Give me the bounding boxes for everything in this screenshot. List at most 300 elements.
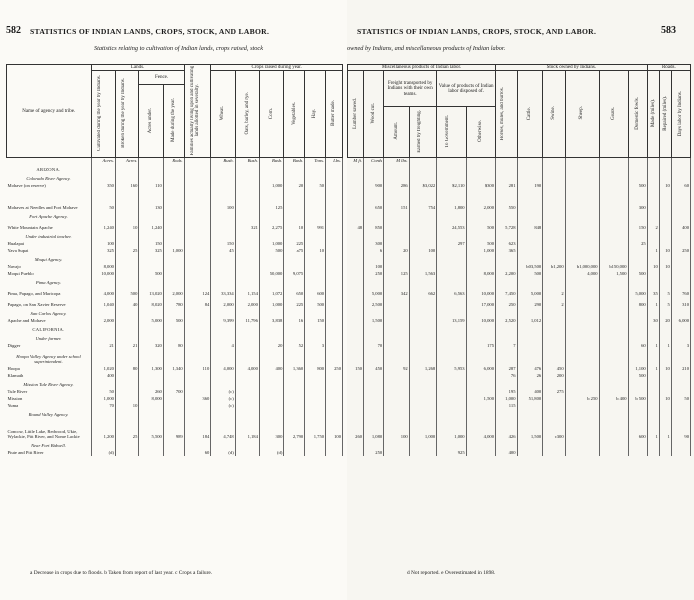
data-cell: 5	[659, 286, 671, 297]
data-cell	[326, 342, 343, 349]
header-fence: Fence.	[139, 71, 184, 85]
left-table-body	[7, 158, 343, 456]
data-cell: 500	[628, 182, 647, 189]
empty-cell	[235, 333, 259, 342]
table-row	[7, 379, 343, 388]
data-cell: 1,154	[235, 286, 259, 297]
data-cell: 1,500	[517, 418, 543, 440]
data-cell: 5,000	[517, 286, 543, 297]
empty-cell	[409, 164, 437, 173]
data-cell: 115	[496, 402, 518, 409]
empty-cell	[259, 409, 283, 418]
empty-cell	[409, 211, 437, 220]
empty-cell	[305, 324, 326, 333]
table-row	[7, 254, 343, 263]
data-cell	[628, 317, 647, 324]
empty-cell	[496, 173, 518, 182]
empty-cell	[326, 211, 343, 220]
header-vegetables: Vegetables.	[284, 71, 305, 158]
data-cell	[599, 388, 628, 395]
data-cell: 110	[184, 365, 211, 372]
empty-cell	[647, 409, 659, 418]
empty-cell	[284, 333, 305, 342]
data-cell: 500	[259, 247, 283, 254]
row-name: Tule River	[7, 388, 92, 395]
data-cell: 9,399	[211, 317, 235, 324]
empty-cell	[211, 324, 235, 333]
data-cell: 4,000	[91, 286, 115, 297]
header-cattle: Cattle.	[517, 71, 543, 158]
empty-cell	[466, 349, 495, 365]
data-cell	[163, 395, 184, 402]
empty-cell	[305, 440, 326, 449]
table-row	[348, 365, 691, 372]
right-running-head: STATISTICS OF INDIAN LANDS, CROPS, STOCK, AND LABOR.	[357, 27, 597, 36]
data-cell	[409, 402, 437, 409]
data-cell: 5,953	[437, 365, 466, 372]
table-row	[348, 270, 691, 277]
empty-cell	[139, 349, 163, 365]
table-row	[348, 263, 691, 270]
data-cell: 500	[139, 270, 163, 277]
empty-cell	[384, 173, 409, 182]
data-cell: 3	[305, 342, 326, 349]
data-cell	[517, 189, 543, 211]
table-row	[7, 333, 343, 342]
data-cell: 150	[305, 317, 326, 324]
empty-cell	[115, 164, 138, 173]
data-cell: 2,275	[259, 220, 283, 231]
empty-cell	[599, 349, 628, 365]
empty-cell	[305, 333, 326, 342]
data-cell	[543, 342, 565, 349]
data-cell: (c)	[211, 395, 235, 402]
data-cell	[659, 449, 671, 456]
empty-cell	[211, 164, 235, 173]
data-cell: 45	[211, 247, 235, 254]
data-cell	[184, 189, 211, 211]
data-cell	[628, 263, 647, 270]
data-cell	[348, 182, 364, 189]
empty-cell	[184, 211, 211, 220]
empty-cell	[659, 324, 671, 333]
table-row	[348, 449, 691, 456]
empty-cell	[384, 164, 409, 173]
data-cell	[466, 402, 495, 409]
empty-cell	[496, 333, 518, 342]
empty-cell	[211, 211, 235, 220]
table-row	[348, 164, 691, 173]
empty-cell	[599, 211, 628, 220]
table-row	[348, 182, 691, 189]
data-cell: 33,334	[211, 286, 235, 297]
data-cell: 100	[364, 263, 384, 270]
empty-cell	[647, 231, 659, 240]
table-row	[7, 182, 343, 189]
data-cell: 650	[284, 286, 305, 297]
data-cell: 25	[115, 418, 138, 440]
unit-cell: Bush.	[259, 158, 283, 164]
empty-cell	[139, 440, 163, 449]
data-cell: 426	[496, 418, 518, 440]
empty-cell	[671, 379, 690, 388]
data-cell	[565, 247, 599, 254]
empty-cell	[659, 254, 671, 263]
empty-cell	[284, 277, 305, 286]
header-families: Families actually living upon and cultivating lands allotted in severalty.	[184, 65, 211, 158]
header-wheat: Wheat.	[211, 71, 235, 158]
data-cell	[211, 263, 235, 270]
empty-cell	[211, 333, 235, 342]
empty-cell	[184, 379, 211, 388]
data-cell: 300	[259, 418, 283, 440]
empty-cell	[437, 211, 466, 220]
empty-cell	[364, 440, 384, 449]
empty-cell	[184, 333, 211, 342]
empty-cell	[659, 173, 671, 182]
section-heading: Round Valley Agency.	[7, 409, 92, 418]
section-heading: Colorado River Agency.	[7, 173, 92, 182]
data-cell	[599, 402, 628, 409]
data-cell	[235, 449, 259, 456]
data-cell	[115, 317, 138, 324]
data-cell: (d)	[211, 449, 235, 456]
empty-cell	[284, 173, 305, 182]
header-sheep: Sheep.	[565, 71, 599, 158]
empty-cell	[409, 173, 437, 182]
data-cell: 6,563	[437, 286, 466, 297]
data-cell: 10	[115, 402, 138, 409]
data-cell	[235, 402, 259, 409]
empty-cell	[91, 231, 115, 240]
right-footnote: d Not reported. e Overestimated in 1898.	[407, 570, 496, 576]
data-cell	[184, 220, 211, 231]
data-cell: 130	[139, 189, 163, 211]
data-cell	[437, 270, 466, 277]
empty-cell	[628, 308, 647, 317]
header-horses: Horses, mules, and burros.	[496, 71, 518, 158]
data-cell	[599, 297, 628, 308]
data-cell	[565, 317, 599, 324]
row-name: Papago, on San Xavier Reserve	[7, 297, 92, 308]
table-row	[348, 440, 691, 449]
data-cell: 76	[496, 372, 518, 379]
data-cell: 2,000	[466, 189, 495, 211]
data-cell	[599, 365, 628, 372]
data-cell	[235, 263, 259, 270]
empty-cell	[284, 379, 305, 388]
data-cell	[647, 449, 659, 456]
table-row	[7, 409, 343, 418]
data-cell	[259, 372, 283, 379]
empty-cell	[628, 324, 647, 333]
data-cell: 290	[517, 297, 543, 308]
data-cell: 2	[647, 220, 659, 231]
data-cell: 5,000	[139, 317, 163, 324]
data-cell: 10	[115, 220, 138, 231]
empty-cell	[326, 349, 343, 365]
data-cell: 600	[305, 286, 326, 297]
data-cell: 70	[364, 342, 384, 349]
data-cell	[659, 240, 671, 247]
unit-cell: Bush.	[211, 158, 235, 164]
header-freight: Freight transported by Indians with their own teams.	[384, 71, 437, 107]
empty-cell	[517, 211, 543, 220]
data-cell: 50	[91, 189, 115, 211]
empty-cell	[284, 324, 305, 333]
data-cell	[543, 270, 565, 277]
data-cell: 400	[671, 220, 690, 231]
empty-cell	[659, 440, 671, 449]
data-cell	[671, 263, 690, 270]
right-subtitle: owned by Indians, and miscellaneous products of Indian labor.	[347, 45, 506, 52]
empty-cell	[409, 440, 437, 449]
section-heading: Under farmer.	[7, 333, 92, 342]
unit-cell: M ft.	[348, 158, 364, 164]
data-cell: 40	[115, 297, 138, 308]
data-cell	[235, 388, 259, 395]
empty-cell	[517, 409, 543, 418]
data-cell: 21	[115, 342, 138, 349]
empty-cell	[671, 231, 690, 240]
data-cell: 80	[163, 342, 184, 349]
data-cell	[139, 449, 163, 456]
data-cell: 700	[163, 388, 184, 395]
empty-cell	[517, 254, 543, 263]
data-cell	[517, 247, 543, 254]
data-cell	[348, 286, 364, 297]
data-cell	[496, 263, 518, 270]
empty-cell	[163, 164, 184, 173]
header-corn: Corn.	[259, 71, 283, 158]
empty-cell	[326, 164, 343, 173]
data-cell: 287	[496, 365, 518, 372]
data-cell	[599, 240, 628, 247]
section-heading: Hoopa Valley Agency under school superintendent.	[7, 349, 92, 365]
empty-cell	[211, 409, 235, 418]
data-cell: 754	[409, 189, 437, 211]
data-cell: 125	[259, 189, 283, 211]
data-cell	[326, 449, 343, 456]
header-earned: Earned by freighting.	[409, 107, 437, 158]
empty-cell	[139, 324, 163, 333]
data-cell: 20	[384, 247, 409, 254]
empty-cell	[235, 324, 259, 333]
data-cell: 1,020	[91, 365, 115, 372]
empty-cell	[437, 333, 466, 342]
data-cell: 600	[628, 418, 647, 440]
empty-cell	[565, 308, 599, 317]
data-cell	[599, 182, 628, 189]
empty-cell	[659, 231, 671, 240]
table-row	[348, 231, 691, 240]
unit-cell: M lbs.	[384, 158, 409, 164]
data-cell	[437, 388, 466, 395]
empty-cell	[163, 277, 184, 286]
data-cell	[384, 240, 409, 247]
data-cell	[599, 342, 628, 349]
empty-cell	[115, 277, 138, 286]
empty-cell	[91, 440, 115, 449]
empty-cell	[466, 277, 495, 286]
data-cell	[305, 240, 326, 247]
data-cell: 450	[543, 365, 565, 372]
empty-cell	[211, 254, 235, 263]
data-cell: 450	[364, 365, 384, 372]
empty-cell	[348, 164, 364, 173]
data-cell: c300	[543, 418, 565, 440]
data-cell	[437, 297, 466, 308]
empty-cell	[348, 409, 364, 418]
data-cell: 2,520	[496, 317, 518, 324]
empty-cell	[409, 254, 437, 263]
empty-cell	[115, 254, 138, 263]
data-cell	[409, 220, 437, 231]
empty-cell	[647, 379, 659, 388]
data-cell: 195	[496, 388, 518, 395]
data-cell	[565, 365, 599, 372]
empty-cell	[139, 231, 163, 240]
data-cell: 1,500	[466, 395, 495, 402]
data-cell	[409, 240, 437, 247]
table-row	[7, 189, 343, 211]
table-row	[7, 308, 343, 317]
empty-cell	[115, 349, 138, 365]
empty-cell	[437, 277, 466, 286]
data-cell	[284, 372, 305, 379]
data-cell: 989	[163, 418, 184, 440]
empty-cell	[184, 164, 211, 173]
empty-cell	[326, 333, 343, 342]
empty-cell	[163, 308, 184, 317]
empty-cell	[91, 379, 115, 388]
empty-cell	[139, 409, 163, 418]
data-cell: 650	[364, 189, 384, 211]
data-cell: 1,800	[437, 189, 466, 211]
empty-cell	[326, 173, 343, 182]
empty-cell	[628, 231, 647, 240]
data-cell	[115, 263, 138, 270]
data-cell	[466, 388, 495, 395]
empty-cell	[517, 277, 543, 286]
data-cell: 8,020	[139, 297, 163, 308]
data-cell	[647, 240, 659, 247]
data-cell	[284, 189, 305, 211]
empty-cell	[496, 211, 518, 220]
empty-cell	[326, 254, 343, 263]
empty-cell	[671, 308, 690, 317]
empty-cell	[259, 308, 283, 317]
data-cell	[671, 189, 690, 211]
empty-cell	[437, 349, 466, 365]
data-cell: 50	[305, 182, 326, 189]
data-cell	[326, 220, 343, 231]
empty-cell	[211, 231, 235, 240]
data-cell: 1,012	[517, 317, 543, 324]
data-cell: 1	[647, 247, 659, 254]
empty-cell	[364, 277, 384, 286]
empty-cell	[647, 254, 659, 263]
empty-cell	[91, 333, 115, 342]
state-heading: CALIFORNIA.	[7, 324, 92, 333]
data-cell	[259, 402, 283, 409]
data-cell	[326, 297, 343, 308]
empty-cell	[565, 324, 599, 333]
data-cell	[384, 402, 409, 409]
data-cell	[364, 402, 384, 409]
data-cell: 1,750	[305, 418, 326, 440]
data-cell	[115, 372, 138, 379]
row-name: Mission	[7, 395, 92, 402]
empty-cell	[409, 333, 437, 342]
table-row	[7, 449, 343, 456]
empty-cell	[543, 211, 565, 220]
empty-cell	[348, 254, 364, 263]
empty-cell	[659, 409, 671, 418]
data-cell: 10,000	[466, 286, 495, 297]
data-cell	[647, 182, 659, 189]
data-cell	[305, 449, 326, 456]
data-cell	[364, 395, 384, 402]
right-table	[347, 64, 691, 456]
empty-cell	[348, 277, 364, 286]
empty-cell	[384, 211, 409, 220]
data-cell	[115, 189, 138, 211]
empty-cell	[647, 164, 659, 173]
empty-cell	[364, 211, 384, 220]
data-cell	[115, 449, 138, 456]
empty-cell	[139, 308, 163, 317]
empty-cell	[284, 211, 305, 220]
empty-cell	[466, 164, 495, 173]
data-cell	[628, 388, 647, 395]
data-cell	[517, 449, 543, 456]
data-cell: 150	[139, 240, 163, 247]
data-cell	[565, 402, 599, 409]
empty-cell	[284, 164, 305, 173]
data-cell	[163, 240, 184, 247]
data-cell: 250	[364, 270, 384, 277]
empty-cell	[139, 211, 163, 220]
data-cell: 35	[647, 286, 659, 297]
data-cell	[326, 388, 343, 395]
data-cell	[599, 247, 628, 254]
data-cell: 1,000	[259, 297, 283, 308]
data-cell	[659, 372, 671, 379]
table-row	[348, 286, 691, 297]
empty-cell	[305, 211, 326, 220]
left-page-number: 582	[6, 25, 21, 36]
empty-cell	[139, 173, 163, 182]
section-heading: Under industrial teacher.	[7, 231, 92, 240]
data-cell: 90	[671, 418, 690, 440]
data-cell	[348, 263, 364, 270]
data-cell	[326, 395, 343, 402]
empty-cell	[628, 173, 647, 182]
data-cell	[348, 342, 364, 349]
data-cell	[326, 317, 343, 324]
empty-cell	[348, 333, 364, 342]
empty-cell	[437, 231, 466, 240]
empty-cell	[543, 440, 565, 449]
data-cell: 260	[139, 388, 163, 395]
data-cell: 150	[628, 220, 647, 231]
data-cell: 60	[184, 449, 211, 456]
empty-cell	[364, 231, 384, 240]
table-row	[7, 395, 343, 402]
table-row	[348, 317, 691, 324]
data-cell	[235, 240, 259, 247]
